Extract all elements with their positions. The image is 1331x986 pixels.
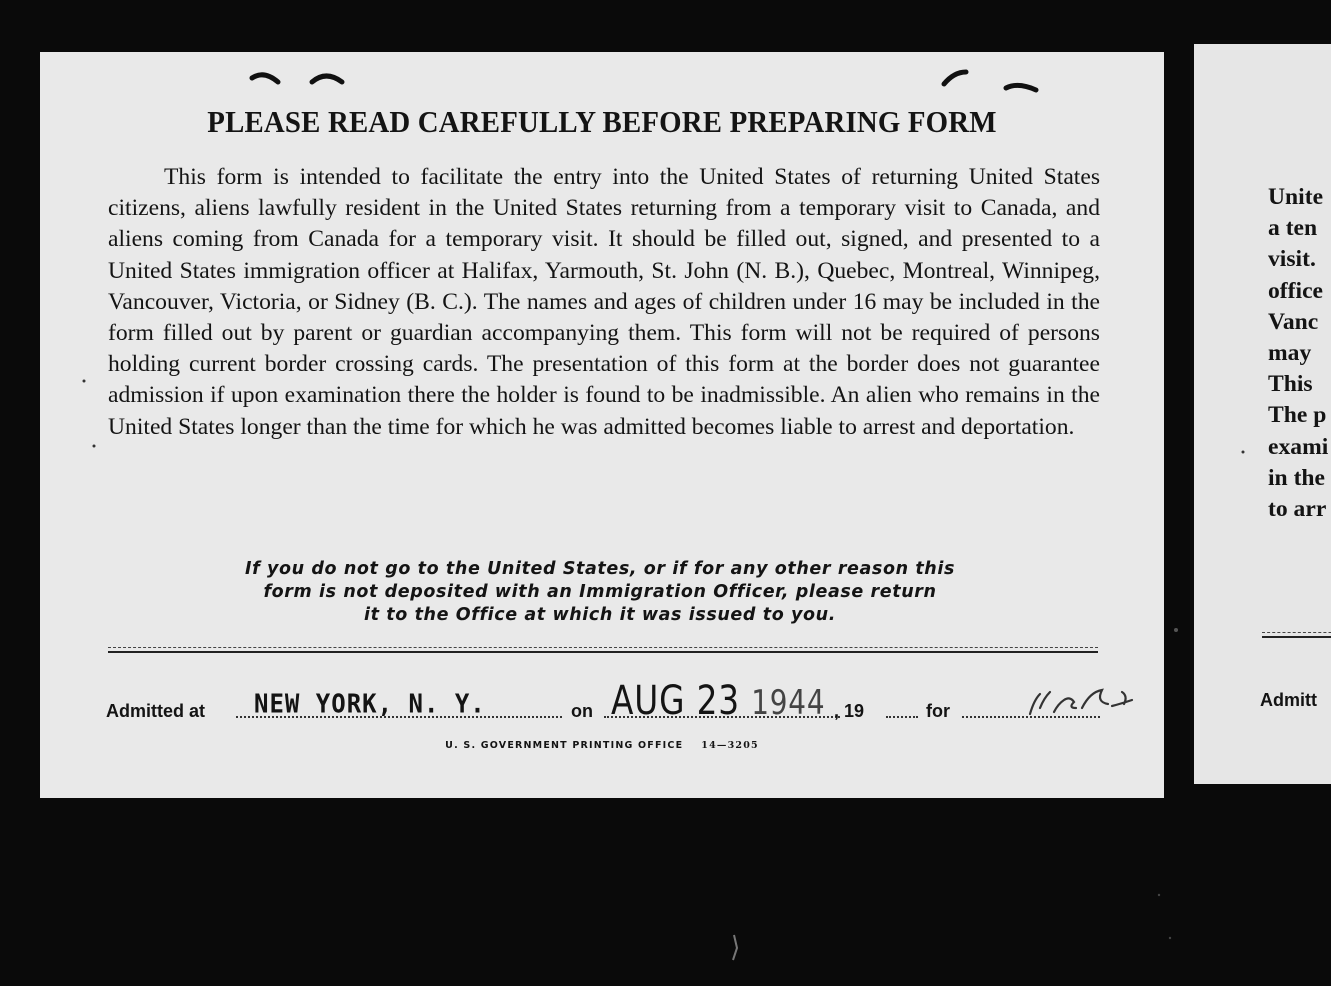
- return-notice-line: If you do not go to the United States, or if for any other reason this: [245, 559, 955, 579]
- date-stamp: [611, 678, 825, 724]
- admission-record: [106, 672, 1106, 732]
- date-stamp-day: AUG 23: [611, 678, 740, 724]
- for-label: for: [926, 701, 950, 721]
- adjacent-form-card: [1194, 44, 1331, 784]
- admitted-at-label: Admitted at: [106, 701, 205, 721]
- return-notice-line: form is not deposited with an Immigration Officer, please return: [263, 582, 937, 602]
- printer-name: U. S. GOVERNMENT PRINTING OFFICE: [445, 740, 684, 751]
- fragment-line: a ten: [1268, 215, 1318, 242]
- form-title: PLEASE READ CAREFULLY BEFORE PREPARING FORM: [207, 104, 997, 139]
- place-stamp: NEW YORK, N. Y.: [254, 688, 486, 720]
- on-label: on: [571, 701, 593, 721]
- fragment-line: to arr: [1268, 495, 1327, 522]
- fragment-line: exami: [1268, 433, 1329, 460]
- instructions-text: This form is intended to facilitate the entry into the United States of returning United States citizens, aliens lawfully resident in the United States returning from a temporary visit to Canada, and aliens coming from Canada for a temporary visit. It should be filled out, signed, and presented to a United States immigration officer at Halifax, Yarmouth, St. John (N. B.), Quebec, Montreal, Winnipeg, Vancouver, Victoria, or Sidney (B. C.). The names and ages of children under 16 may be included in the form filled out by parent or guardian accompanying them. This form will not be required of persons holding current border crossing cards. The presentation of this form at the border does not guarantee admission if upon examination there the holder is found to be inadmissible. An alien who remains in the United States longer than the time for which he was admitted becomes liable to arrest and deportation.: [108, 164, 1100, 440]
- fragment-line: The p: [1268, 402, 1327, 429]
- adjacent-admitted-label: Admitt: [1260, 690, 1317, 710]
- divider-dashed: [108, 647, 1098, 648]
- year-dotted-line: [886, 716, 918, 718]
- adjacent-divider-dashed: [1262, 632, 1331, 633]
- adjacent-divider-solid: [1262, 636, 1331, 638]
- form-code: 14—3205: [701, 740, 759, 751]
- fragment-line: in the: [1268, 464, 1326, 491]
- year-label: , 19: [834, 701, 865, 721]
- return-notice-line: it to the Office at which it was issued to you.: [364, 605, 836, 625]
- fragment-line: This: [1268, 371, 1313, 398]
- fragment-line: Vanc: [1268, 308, 1319, 335]
- printer-imprint: [40, 740, 1164, 751]
- fragment-line: visit.: [1268, 246, 1316, 273]
- officer-initials-signature: [1024, 678, 1144, 722]
- instructions-paragraph: [108, 162, 1100, 443]
- fragment-line: office: [1268, 277, 1324, 304]
- fragment-line: Unite: [1268, 184, 1324, 210]
- adjacent-text-fragments: [1268, 182, 1328, 525]
- form-card: [40, 52, 1164, 798]
- date-stamp-year: 1944: [751, 683, 826, 723]
- divider-solid: [108, 651, 1098, 653]
- fragment-line: may: [1268, 339, 1312, 366]
- return-notice: [190, 558, 1010, 627]
